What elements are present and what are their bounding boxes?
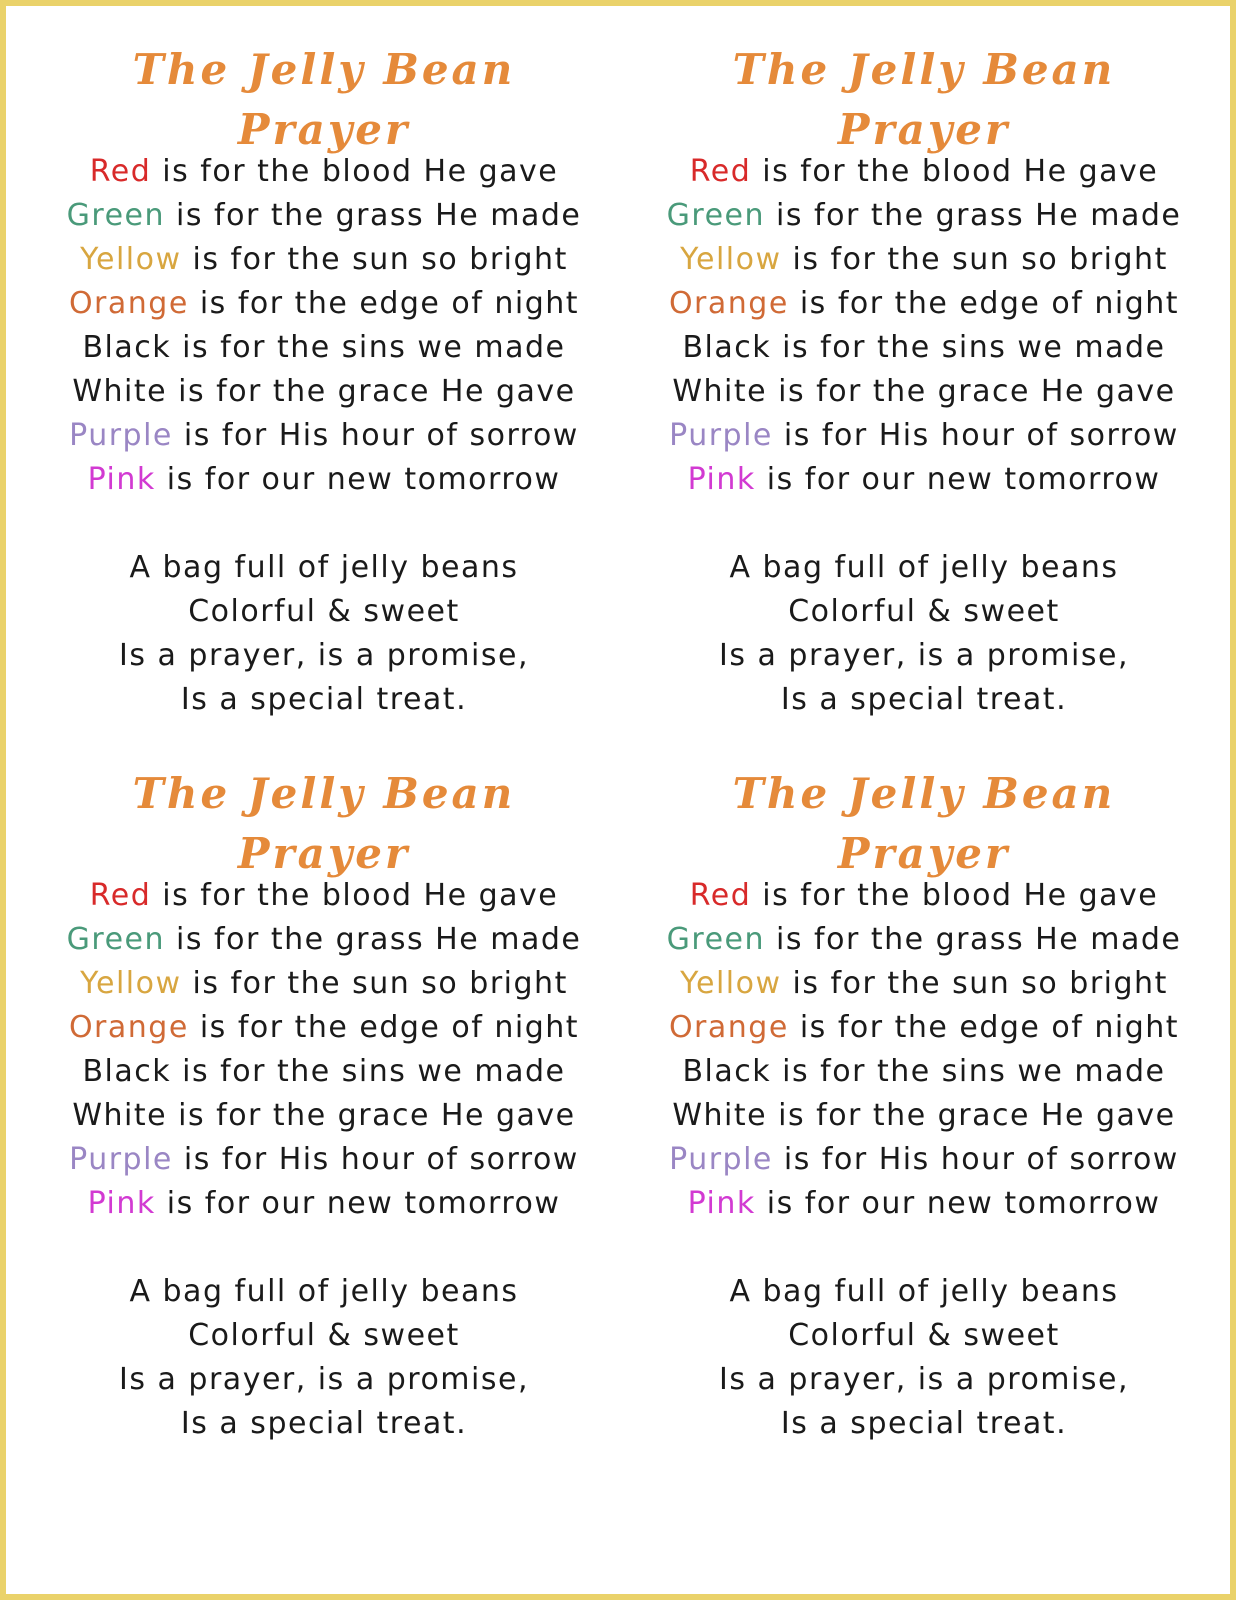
verse-text: is for the grace He gave [767, 374, 1176, 409]
color-word: Pink [87, 462, 156, 497]
color-word: Black [682, 330, 772, 365]
color-word: Green [66, 198, 166, 233]
closing-line: Is a prayer, is a promise, [719, 1362, 1129, 1397]
closing-line: Is a special treat. [780, 682, 1068, 717]
verse-line [44, 1138, 604, 1182]
verse-text: is for the edge of night [188, 1010, 580, 1045]
verse-text: is for the sun so bright [781, 966, 1168, 1001]
color-word: Orange [68, 1010, 189, 1045]
color-word: Yellow [680, 966, 782, 1001]
verse-text: is for the sins we made [771, 1054, 1166, 1089]
closing-line: A bag full of jelly beans [129, 1274, 519, 1309]
verse-line [644, 874, 1204, 918]
prayer-card-bottom-left [44, 764, 604, 1446]
verse-text: is for His hour of sorrow [172, 418, 579, 453]
verse-block [44, 150, 604, 502]
verse-line [644, 962, 1204, 1006]
verse-line [44, 1006, 604, 1050]
verse-text: is for His hour of sorrow [772, 1142, 1179, 1177]
closing-block [44, 1270, 604, 1446]
prayer-title: The Jelly Bean Prayer [732, 45, 1116, 154]
verse-line [644, 1006, 1204, 1050]
verse-line [44, 370, 604, 414]
verse-text: is for the blood He gave [751, 154, 1159, 189]
verse-line [44, 918, 604, 962]
verse-text: is for the grace He gave [767, 1098, 1176, 1133]
color-word: White [672, 374, 768, 409]
verse-text: is for our new tomorrow [755, 462, 1161, 497]
verse-line [644, 282, 1204, 326]
color-word: Red [89, 154, 152, 189]
color-word: Yellow [80, 242, 182, 277]
verse-line [44, 874, 604, 918]
verse-line [44, 414, 604, 458]
verse-line [644, 194, 1204, 238]
closing-line: A bag full of jelly beans [729, 1274, 1119, 1309]
verse-line [44, 962, 604, 1006]
verse-text: is for the blood He gave [151, 154, 559, 189]
color-word: Black [682, 1054, 772, 1089]
verse-line [644, 918, 1204, 962]
verse-line [644, 326, 1204, 370]
color-word: Pink [687, 1186, 756, 1221]
verse-line [644, 1182, 1204, 1226]
verse-line [644, 414, 1204, 458]
closing-line: A bag full of jelly beans [129, 550, 519, 585]
closing-line: Is a special treat. [180, 682, 468, 717]
closing-line: Is a special treat. [780, 1406, 1068, 1441]
verse-text: is for the grass He made [165, 198, 582, 233]
verse-text: is for the edge of night [188, 286, 580, 321]
color-word: Pink [687, 462, 756, 497]
verse-text: is for the grace He gave [167, 374, 576, 409]
prayer-card-top-right [644, 40, 1204, 722]
prayer-title: The Jelly Bean Prayer [132, 45, 516, 154]
color-word: Purple [669, 1142, 773, 1177]
verse-text: is for the grace He gave [167, 1098, 576, 1133]
verse-text: is for the edge of night [788, 286, 1180, 321]
verse-block [644, 150, 1204, 502]
verse-line [644, 238, 1204, 282]
prayer-card-top-left [44, 40, 604, 722]
color-word: Orange [668, 286, 789, 321]
color-word: White [72, 374, 168, 409]
verse-block [644, 874, 1204, 1226]
color-word: Black [82, 330, 172, 365]
closing-block [44, 546, 604, 722]
verse-text: is for the grass He made [765, 922, 1182, 957]
verse-text: is for the sins we made [171, 1054, 566, 1089]
verse-line [44, 150, 604, 194]
color-word: Purple [669, 418, 773, 453]
verse-line [44, 1050, 604, 1094]
verse-line [44, 238, 604, 282]
color-word: Green [666, 922, 766, 957]
closing-line: Colorful & sweet [188, 1318, 460, 1353]
color-word: White [72, 1098, 168, 1133]
verse-text: is for our new tomorrow [155, 1186, 561, 1221]
color-word: Orange [668, 1010, 789, 1045]
closing-line: Colorful & sweet [788, 594, 1060, 629]
verse-line [644, 458, 1204, 502]
color-word: Green [66, 922, 166, 957]
color-word: Black [82, 1054, 172, 1089]
verse-block [44, 874, 604, 1226]
verse-line [44, 326, 604, 370]
verse-text: is for the sun so bright [181, 242, 568, 277]
verse-line [644, 1094, 1204, 1138]
color-word: Red [689, 154, 752, 189]
verse-line [644, 150, 1204, 194]
verse-text: is for the sins we made [171, 330, 566, 365]
color-word: Red [89, 878, 152, 913]
verse-line [44, 458, 604, 502]
closing-line: Is a prayer, is a promise, [119, 638, 529, 673]
verse-line [44, 1182, 604, 1226]
verse-text: is for our new tomorrow [755, 1186, 1161, 1221]
closing-line: Is a prayer, is a promise, [119, 1362, 529, 1397]
verse-line [644, 1138, 1204, 1182]
verse-text: is for the blood He gave [751, 878, 1159, 913]
verse-text: is for His hour of sorrow [772, 418, 1179, 453]
prayer-title: The Jelly Bean Prayer [732, 769, 1116, 878]
color-word: Purple [69, 418, 173, 453]
closing-line: A bag full of jelly beans [729, 550, 1119, 585]
prayer-title: The Jelly Bean Prayer [132, 769, 516, 878]
color-word: Yellow [80, 966, 182, 1001]
color-word: Green [666, 198, 766, 233]
verse-text: is for the grass He made [765, 198, 1182, 233]
closing-line: Is a prayer, is a promise, [719, 638, 1129, 673]
verse-line [644, 1050, 1204, 1094]
verse-line [44, 194, 604, 238]
verse-text: is for our new tomorrow [155, 462, 561, 497]
verse-text: is for the grass He made [165, 922, 582, 957]
verse-line [44, 282, 604, 326]
verse-text: is for the sun so bright [781, 242, 1168, 277]
verse-line [644, 370, 1204, 414]
verse-text: is for the blood He gave [151, 878, 559, 913]
closing-block [644, 1270, 1204, 1446]
verse-text: is for His hour of sorrow [172, 1142, 579, 1177]
verse-line [44, 1094, 604, 1138]
prayer-card-bottom-right [644, 764, 1204, 1446]
closing-block [644, 546, 1204, 722]
color-word: Yellow [680, 242, 782, 277]
closing-line: Colorful & sweet [788, 1318, 1060, 1353]
verse-text: is for the edge of night [788, 1010, 1180, 1045]
closing-line: Is a special treat. [180, 1406, 468, 1441]
closing-line: Colorful & sweet [188, 594, 460, 629]
color-word: Purple [69, 1142, 173, 1177]
color-word: Orange [68, 286, 189, 321]
color-word: Pink [87, 1186, 156, 1221]
verse-text: is for the sun so bright [181, 966, 568, 1001]
color-word: White [672, 1098, 768, 1133]
color-word: Red [689, 878, 752, 913]
verse-text: is for the sins we made [771, 330, 1166, 365]
